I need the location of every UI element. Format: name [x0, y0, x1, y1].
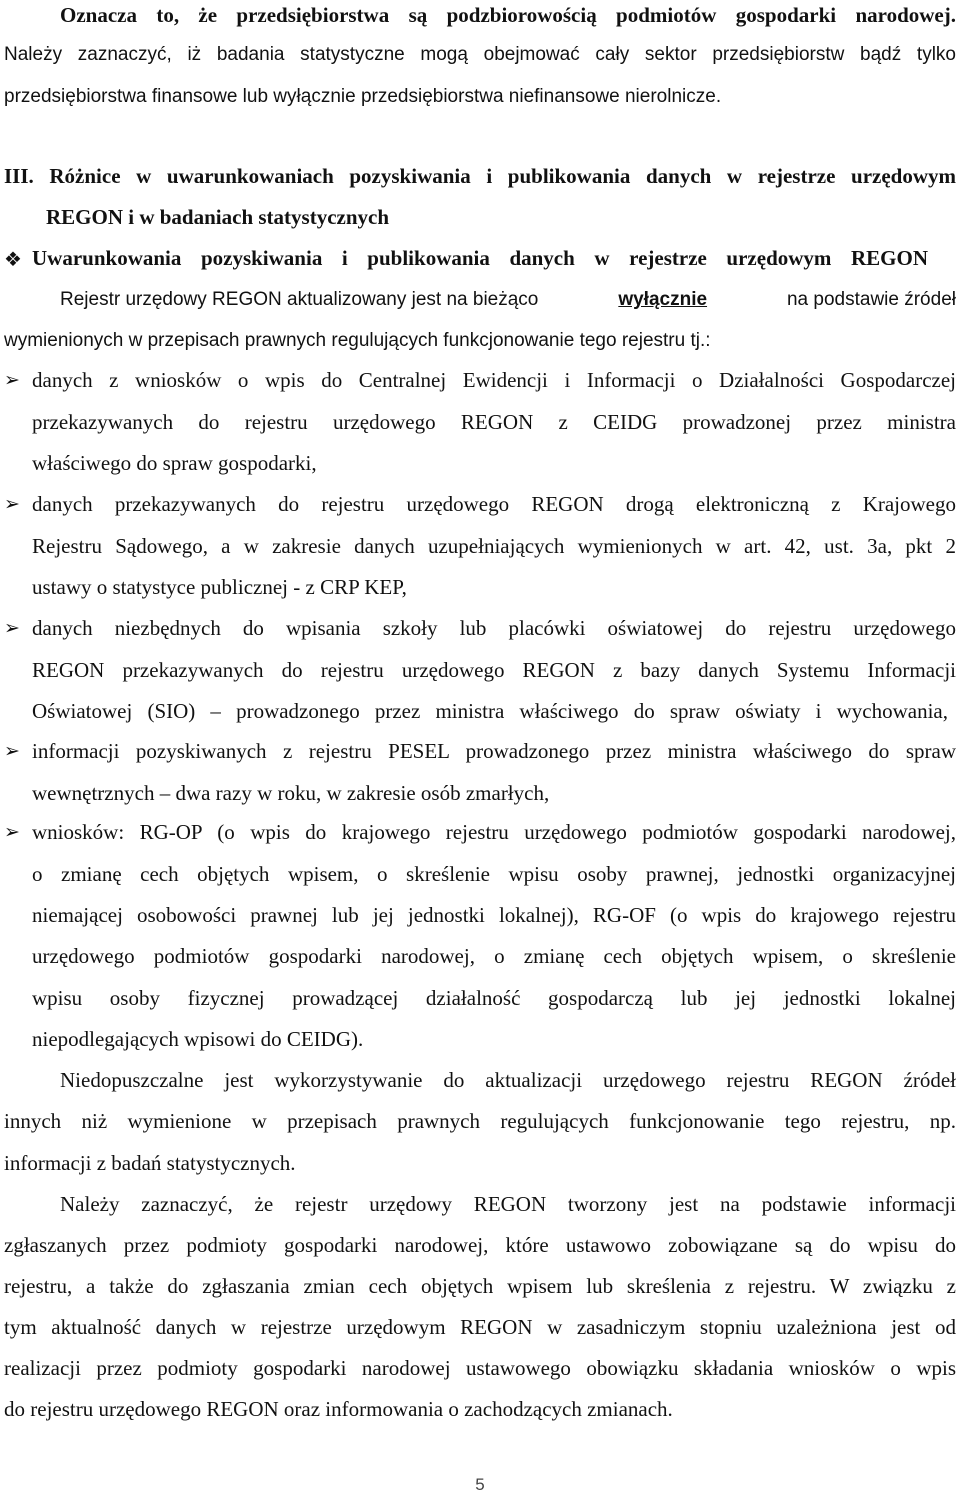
paragraph-line: tym aktualność danych w rejestrze urzędowym REGON w zasadniczym stopniu uzależniona jest od — [4, 1315, 956, 1339]
paragraph-line: Oznacza to, że przedsiębiorstwa są podzbiorowością podmiotów gospodarki narodowej. — [60, 3, 956, 27]
paragraph-line: wymienionych w przepisach prawnych regulujących funkcjonowanie tego rejestru tj.: — [4, 330, 711, 351]
paragraph-line: Należy zaznaczyć, iż badania statystyczne mogą obejmować cały sektor przedsiębiorstw bądź tylko — [4, 44, 956, 65]
paragraph-line: innych niż wymienione w przepisach prawnych regulujących funkcjonowanie tego rejestru, np. — [4, 1109, 956, 1133]
arrow-bullet-icon: ➢ — [4, 740, 20, 762]
section-heading-cont: REGON i w badaniach statystycznych — [46, 205, 390, 229]
text-run: Rejestr urzędowy REGON aktualizowany jest na bieżąco — [60, 289, 539, 310]
emphasis-text: wyłącznie — [618, 289, 708, 310]
paragraph-line — [60, 290, 956, 309]
list-item-line: o zmianę cech objętych wpisem, o skreślenie wpisu osoby prawnej, jednostki organizacyjnej — [32, 862, 956, 886]
paragraph-line: rejestru, a także do zgłaszania zmian cech objętych wpisem lub skreślenia z rejestru. W związku z — [4, 1274, 956, 1298]
list-item-line: wniosków: RG-OP (o wpis do krajowego rejestru urzędowego podmiotów gospodarki narodowej, — [32, 820, 956, 844]
list-item-line: niemającej osobowości prawnej lub jej jednostki lokalnej), RG-OF (o wpis do krajowego rejestru — [32, 903, 956, 927]
paragraph-line: zgłaszanych przez podmioty gospodarki narodowej, które ustawowo zobowiązane są do wpisu do — [4, 1233, 956, 1257]
list-item-line: danych z wniosków o wpis do Centralnej Ewidencji i Informacji o Działalności Gospodarczej — [32, 368, 956, 392]
paragraph-line: informacji z badań statystycznych. — [4, 1151, 296, 1175]
list-item-line: Oświatowej (SIO) – prowadzonego przez ministra właściwego do spraw oświaty i wychowania, — [32, 699, 948, 723]
subsection-heading: Uwarunkowania pozyskiwania i publikowania danych w rejestrze urzędowym REGON — [32, 246, 928, 270]
list-item-line: ustawy o statystyce publicznej - z CRP KEP, — [32, 575, 407, 599]
arrow-bullet-icon: ➢ — [4, 821, 20, 843]
paragraph-line: Należy zaznaczyć, że rejestr urzędowy REGON tworzony jest na podstawie informacji — [60, 1192, 956, 1216]
text-run: na podstawie źródeł — [786, 289, 956, 310]
list-item-line: przekazywanych do rejestru urzędowego REGON z CEIDG prowadzonej przez ministra — [32, 410, 956, 434]
list-item-line: niepodlegających wpisowi do CEIDG). — [32, 1027, 364, 1051]
page-number: 5 — [475, 1475, 485, 1494]
list-item-line: danych przekazywanych do rejestru urzędowego REGON drogą elektroniczną z Krajowego — [32, 492, 956, 516]
list-item-line: wewnętrznych – dwa razy w roku, w zakresie osób zmarłych, — [32, 781, 550, 805]
section-heading: III. Różnice w uwarunkowaniach pozyskiwania i publikowania danych w rejestrze urzędowym — [4, 164, 956, 188]
paragraph-line: do rejestru urzędowego REGON oraz informowania o zachodzących zmianach. — [4, 1397, 673, 1421]
paragraph-line: Niedopuszczalne jest wykorzystywanie do aktualizacji urzędowego rejestru REGON źródeł — [60, 1068, 956, 1092]
list-item-line: właściwego do spraw gospodarki, — [32, 451, 317, 475]
list-item-line: Rejestru Sądowego, a w zakresie danych uzupełniających wymienionych w art. 42, ust. 3a, pkt 2 — [32, 534, 956, 558]
list-item-line: urzędowego podmiotów gospodarki narodowej, o zmianę cech objętych wpisem, o skreślenie — [32, 944, 956, 968]
arrow-bullet-icon: ➢ — [4, 493, 20, 515]
arrow-bullet-icon: ➢ — [4, 617, 20, 639]
list-item-line: danych niezbędnych do wpisania szkoły lub placówki oświatowej do rejestru urzędowego — [32, 616, 956, 640]
arrow-bullet-icon: ➢ — [4, 369, 20, 391]
paragraph-line: realizacji przez podmioty gospodarki narodowej ustawowego obowiązku składania wniosków o wpis — [4, 1356, 956, 1380]
list-item-line: REGON przekazywanych do rejestru urzędowego REGON z bazy danych Systemu Informacji — [32, 658, 956, 682]
paragraph-line: przedsiębiorstwa finansowe lub wyłącznie przedsiębiorstwa niefinansowe nierolnicze. — [4, 86, 722, 107]
list-item-line: wpisu osoby fizycznej prowadzącej działalność gospodarczą lub jej jednostki lokalnej — [32, 986, 956, 1010]
list-item-line: informacji pozyskiwanych z rejestru PESEL prowadzonego przez ministra właściwego do spraw — [32, 739, 956, 763]
diamond-bullet-icon: ❖ — [4, 247, 22, 271]
